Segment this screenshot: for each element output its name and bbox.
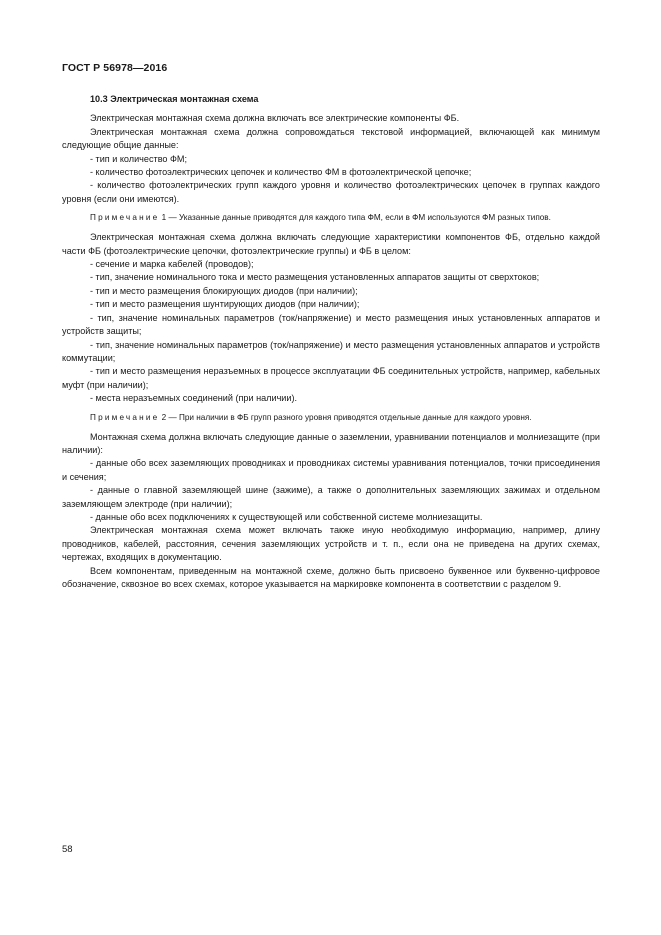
list-item: - количество фотоэлектрических цепочек и количество ФМ в фотоэлектрической цепочке; (90, 167, 472, 178)
list-item: - тип, значение номинальных параметров (ток/напряжение) и место размещения установленных аппаратов и устройств коммутации; (62, 339, 600, 363)
document-body (62, 93, 600, 591)
note-label: Примечание (90, 412, 160, 422)
paragraph: Электрическая монтажная схема может включать также иную необходимую информацию, например, длину проводников, кабелей, расстояния, сечения заземляющих устройств и т. п., если она не приведена на других схемах, чертежах, входящих в документацию. (62, 525, 600, 563)
paragraph: Монтажная схема должна включать следующие данные о заземлении, уравнивании потенциалов и молниезащите (при наличии): (62, 431, 600, 455)
list-item: - тип и место размещения блокирующих диодов (при наличии); (90, 285, 358, 296)
list-item: - данные обо всех заземляющих проводниках и проводниках системы уравнивания потенциалов, точки присоединения и сечения; (62, 458, 600, 482)
note-label: Примечание (90, 213, 160, 223)
note (62, 212, 600, 224)
list-item: - места неразъемных соединений (при наличии). (90, 393, 298, 404)
note-text: 1 — Указанные данные приводятся для каждого типа ФМ, если в ФМ используются ФМ разных типов. (159, 213, 551, 223)
document-header: ГОСТ Р 56978—2016 (62, 62, 168, 74)
list-item: - тип и место размещения неразъемных в процессе эксплуатации ФБ соединительных устройств, например, кабельных муфт (при наличии); (62, 366, 600, 390)
section-title: 10.3 Электрическая монтажная схема (90, 94, 259, 104)
list-item: - тип, значение номинального тока и место размещения установленных аппаратов защиты от сверхтоков; (90, 272, 540, 283)
list-item: - количество фотоэлектрических групп каждого уровня и количество фотоэлектрических цепочек в группах каждого уровня (если они имеются). (62, 180, 600, 204)
paragraph: Электрическая монтажная схема должна сопровождаться текстовой информацией, включающей как минимум следующие общие данные: (62, 126, 600, 151)
paragraph: Электрическая монтажная схема должна включать все электрические компоненты ФБ. (90, 113, 460, 124)
paragraph: Всем компонентам, приведенным на монтажной схеме, должно быть присвоено буквенное или буквенно-цифровое обозначение, сквозное во всех схемах, которое указывается на маркировке компонента в соответствии с разделом 9. (62, 565, 600, 589)
paragraph: Электрическая монтажная схема должна включать следующие характеристики компонентов ФБ, отдельно каждой части ФБ (фотоэлектрические цепочки, фотоэлектрические группы) и ФБ в целом: (62, 232, 600, 256)
list-item: - тип и количество ФМ; (90, 153, 188, 164)
list-item: - данные обо всех подключениях к существующей или собственной системе молниезащиты. (90, 511, 483, 522)
list-item: - данные о главной заземляющей шине (зажиме), а также о дополнительных заземляющих зажимах и отдельном заземляющем электроде (при наличии); (62, 485, 600, 509)
note-text: 2 — При наличии в ФБ групп разного уровня приводятся отдельные данные для каждого уровня. (159, 412, 532, 422)
list-item: - тип и место размещения шунтирующих диодов (при наличии); (90, 299, 360, 310)
note (62, 412, 600, 424)
list-item: - тип, значение номинальных параметров (ток/напряжение) и место размещения иных установленных аппаратов и устройств защиты; (62, 312, 600, 337)
page-number: 58 (62, 844, 73, 855)
list-item: - сечение и марка кабелей (проводов); (90, 259, 254, 270)
